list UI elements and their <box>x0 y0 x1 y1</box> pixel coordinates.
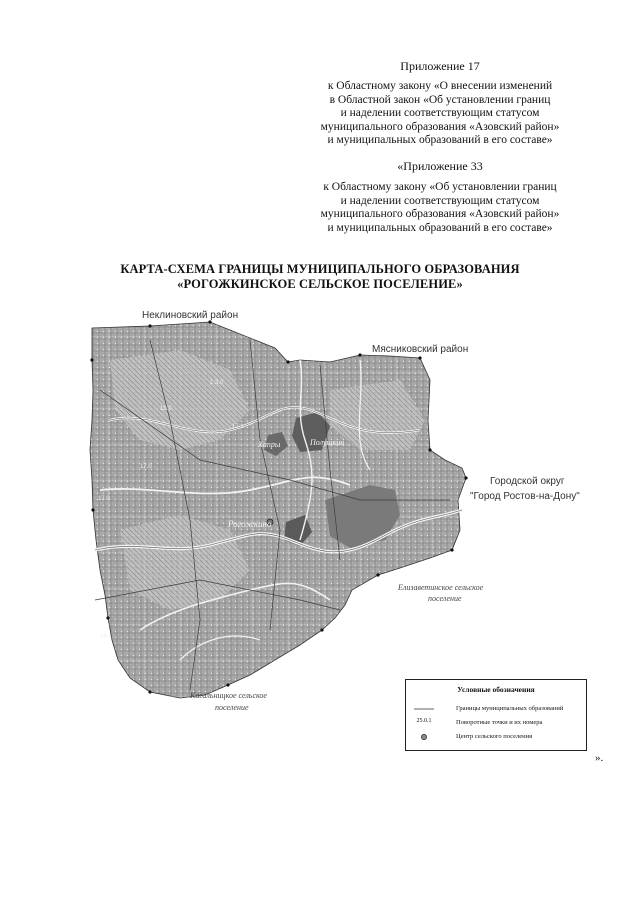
legend-title: Условные обозначения <box>457 685 535 694</box>
point-number: 17.0 <box>140 464 152 470</box>
closing-quote: ». <box>595 752 604 764</box>
neighbor-label-southeast-2: поселение <box>428 594 462 603</box>
legend-item-points <box>412 718 582 728</box>
neighbor-label-southwest-2: поселение <box>215 703 249 712</box>
point-number: 19.0 <box>160 406 172 412</box>
legend-label: Центр сельского поселения <box>456 733 533 740</box>
legend-label: Поворотные точки и их номера <box>456 719 543 726</box>
text-line: и наделении соответствующим статусом <box>340 194 540 207</box>
text-line: и муниципальных образований в его составе» <box>327 221 553 234</box>
legend-point-symbol: 25.0.1 <box>416 718 432 724</box>
legend-label: Границы муниципальных образований <box>456 705 564 712</box>
text-line: в Областной закон «Об установлении границ <box>329 93 551 106</box>
map-legend <box>405 679 587 751</box>
settlement-label-rogozhkino: Рогожкино <box>228 519 272 529</box>
neighbor-label-east-1: Городской округ <box>490 476 565 487</box>
map-title-line-2: «РОГОЖКИНСКОЕ СЕЛЬСКОЕ ПОСЕЛЕНИЕ» <box>177 277 463 291</box>
settlement-center-icon <box>412 732 436 742</box>
neighbor-label-east-2: "Город Ростов-на-Дону" <box>470 491 580 502</box>
text-line: к Областному закону «Об установлении границ <box>323 181 557 193</box>
boundary-line-icon <box>412 704 436 714</box>
map-scheme <box>0 300 640 720</box>
point-number: 17.1 <box>232 424 244 430</box>
legend-item-center <box>412 732 582 742</box>
point-number: 1.3.0 <box>210 380 224 386</box>
text-line: и наделении соответствующим статусом <box>340 107 540 119</box>
legend-item-boundary <box>412 704 582 714</box>
appendix-33-title: «Приложение 33 <box>397 159 483 173</box>
point-number: 17.0 <box>98 496 110 502</box>
neighbor-label-southeast-1: Елизаветинское сельское <box>398 583 484 592</box>
appendix-33-text <box>290 181 590 235</box>
map-title-line-1: КАРТА-СХЕМА ГРАНИЦЫ МУНИЦИПАЛЬНОГО ОБРАЗОВАНИЯ <box>120 262 520 276</box>
settlement-label-hapry: Хапры <box>258 440 281 449</box>
appendix-17-title: Приложение 17 <box>400 59 480 73</box>
neighbor-label-north: Неклиновский район <box>142 310 239 321</box>
text-line: муниципального образования «Азовский район» <box>320 120 560 133</box>
point-number: 19.1 <box>100 634 112 640</box>
appendix-17-text <box>290 80 590 148</box>
text-line: к Областному закону «О внесении изменений <box>327 80 553 92</box>
neighbor-label-northeast: Мясниковский район <box>372 344 469 355</box>
text-line: муниципального образования «Азовский район» <box>320 208 560 220</box>
neighbor-label-southwest-1: Кагальницкое сельское <box>190 691 267 700</box>
text-line: и муниципальных образований в его составе» <box>327 134 553 146</box>
settlement-label-polushkin: Полушкин <box>310 438 345 447</box>
